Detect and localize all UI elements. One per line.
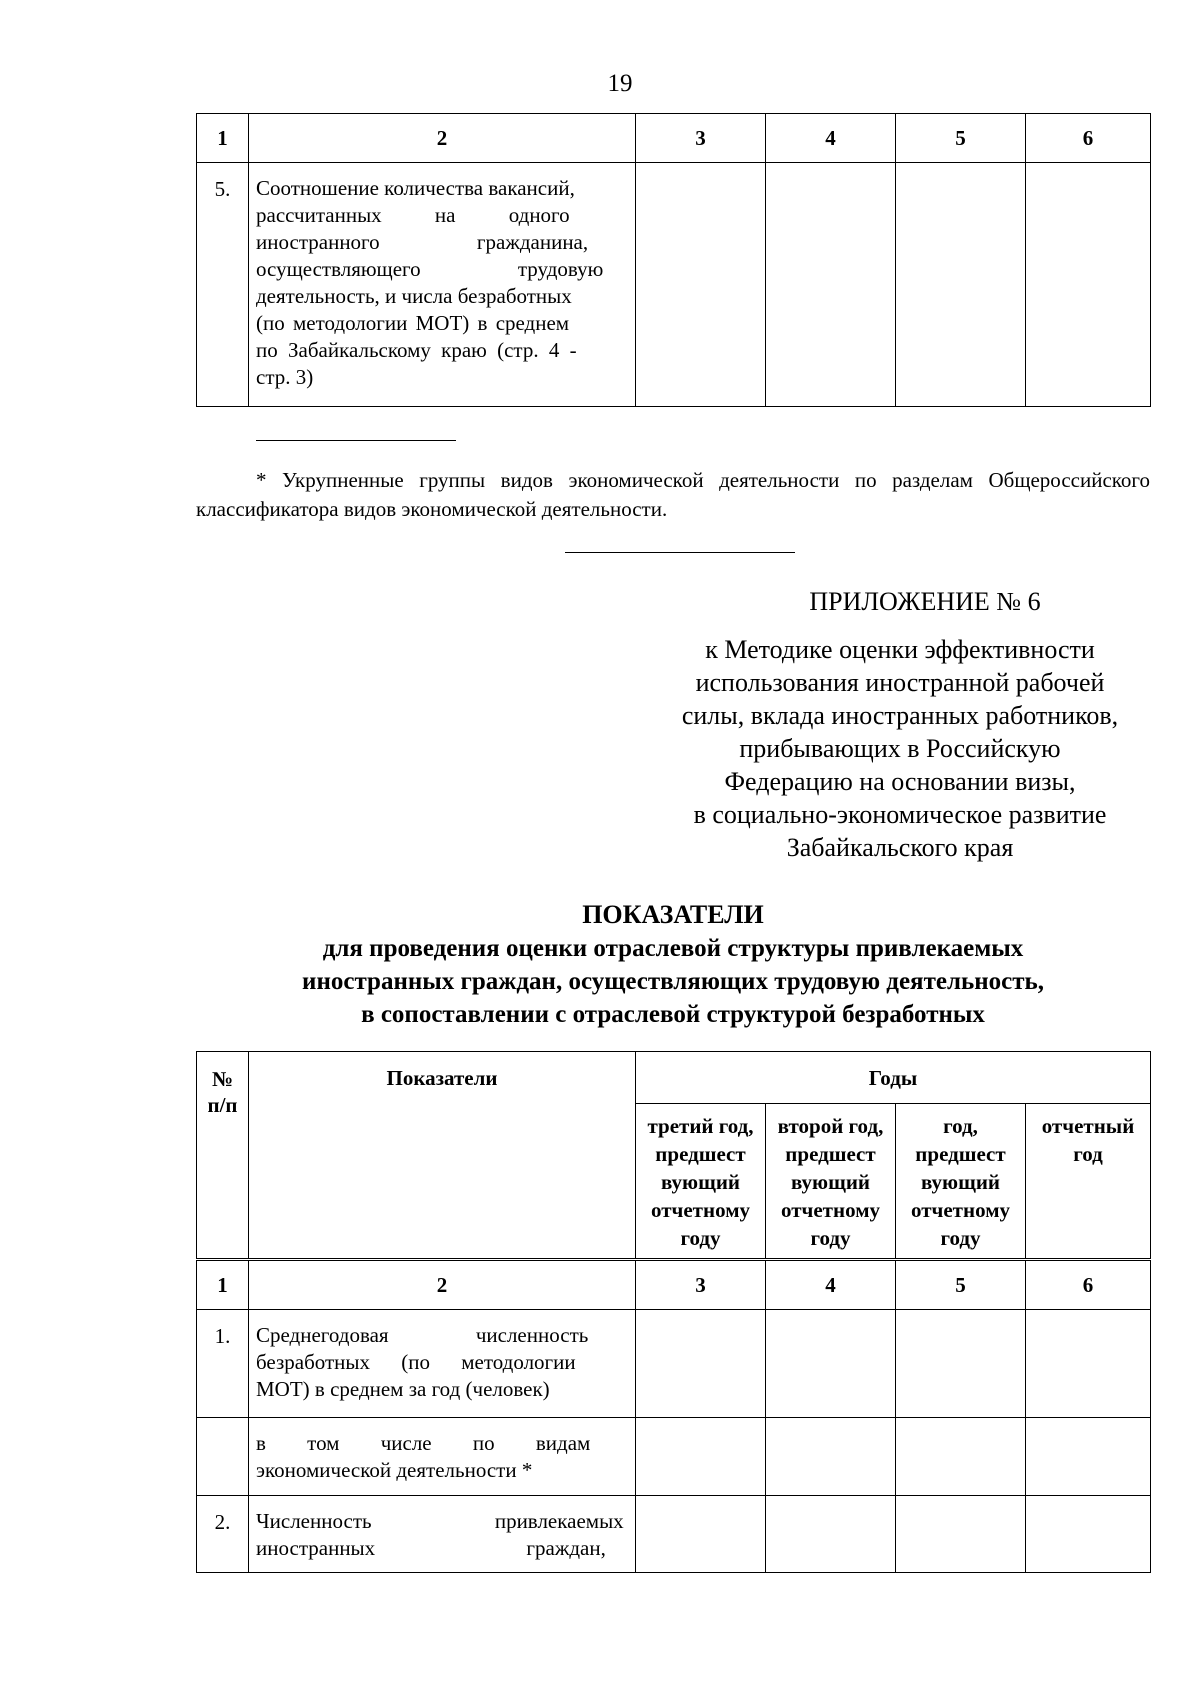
text-line: стр. 3)	[256, 365, 314, 389]
column-number-cell: 4	[766, 114, 896, 163]
text-line: по Забайкальскому краю (стр. 4 -	[256, 338, 577, 362]
value-cell	[896, 1310, 1026, 1418]
header-line: №	[211, 1067, 234, 1091]
subtitle-line: в социально-экономическое развитие	[693, 800, 1107, 829]
value-cell	[636, 163, 766, 407]
value-cell	[896, 163, 1026, 407]
column-number-cell: 5	[896, 1260, 1026, 1310]
value-cell	[1026, 1310, 1151, 1418]
text-line	[256, 256, 629, 283]
header-line: год,	[943, 1114, 978, 1138]
value-cell	[766, 1310, 896, 1418]
footnote-rule	[256, 440, 456, 441]
text-line	[256, 202, 629, 229]
header-line: отчетному	[780, 1198, 881, 1222]
value-cell	[766, 1418, 896, 1496]
page-number: 19	[607, 70, 633, 97]
value-cell	[896, 1496, 1026, 1573]
footnote: * Укрупненные группы видов экономической деятельности по разделам Общероссийского классификатора видов экономической деятельности.	[196, 468, 1150, 521]
row-number: 5.	[197, 163, 249, 407]
continuation-table	[196, 113, 1151, 407]
header-line: предшест	[655, 1142, 746, 1166]
subheading-line: для проведения оценки отраслевой структуры привлекаемых	[322, 935, 1024, 962]
value-cell	[636, 1418, 766, 1496]
header-line: предшест	[915, 1142, 1006, 1166]
header-line: третий год,	[647, 1114, 754, 1138]
indicator-text	[249, 1418, 636, 1496]
column-header-years: Годы	[636, 1052, 1151, 1104]
header-line: году	[680, 1226, 721, 1250]
subtitle-line: Федерацию на основании визы,	[724, 767, 1076, 796]
row-number	[197, 1418, 249, 1496]
column-header-number	[197, 1052, 249, 1260]
row-number: 2.	[197, 1496, 249, 1573]
column-number-cell: 6	[1026, 114, 1151, 163]
indicator-text	[249, 163, 636, 407]
appendix-subtitle	[640, 633, 1160, 864]
column-header-year	[636, 1104, 766, 1260]
header-line: вующий	[790, 1170, 871, 1194]
subtitle-line: силы, вклада иностранных работников,	[681, 701, 1119, 730]
column-header-year	[766, 1104, 896, 1260]
value-cell	[766, 1496, 896, 1573]
line-text: иностранного гражданина,	[256, 230, 589, 254]
column-number-cell: 3	[636, 114, 766, 163]
column-number-cell: 5	[896, 114, 1026, 163]
text-line: Соотношение количества вакансий,	[256, 176, 575, 200]
table-header-row	[197, 114, 1151, 163]
line-text: осуществляющего трудовую	[256, 257, 604, 281]
table-row	[197, 1496, 1151, 1573]
table-header-row	[197, 1260, 1151, 1310]
header-line: отчетному	[910, 1198, 1011, 1222]
value-cell	[1026, 1418, 1151, 1496]
document-heading: ПОКАЗАТЕЛИ	[582, 900, 764, 929]
text-line: деятельность, и числа безработных	[256, 284, 572, 308]
table-header-row	[197, 1052, 1151, 1104]
value-cell	[766, 163, 896, 407]
text-line: МОТ) в среднем за год (человек)	[256, 1377, 550, 1401]
column-number-cell: 1	[197, 1260, 249, 1310]
value-cell	[636, 1496, 766, 1573]
subheading-line: иностранных граждан, осуществляющих трудовую деятельность,	[302, 968, 1044, 995]
text-line: экономической деятельности *	[256, 1458, 533, 1482]
table-row	[197, 1310, 1151, 1418]
header-line: год	[1073, 1142, 1103, 1166]
column-number-cell: 3	[636, 1260, 766, 1310]
section-separator	[565, 552, 795, 553]
header-line: отчетному	[650, 1198, 751, 1222]
appendix-title: ПРИЛОЖЕНИЕ № 6	[809, 587, 1041, 616]
column-number-cell: 4	[766, 1260, 896, 1310]
column-number-cell: 6	[1026, 1260, 1151, 1310]
subtitle-line: использования иностранной рабочей	[695, 668, 1105, 697]
header-line: отчетный	[1041, 1114, 1135, 1138]
subheading-line: в сопоставлении с отраслевой структурой безработных	[361, 1001, 985, 1028]
indicators-table	[196, 1051, 1151, 1573]
row-number: 1.	[197, 1310, 249, 1418]
indicator-text	[249, 1496, 636, 1573]
text-line: (по методологии МОТ) в среднем	[256, 311, 570, 335]
text-line: Численность привлекаемых	[256, 1509, 624, 1533]
column-number-cell: 1	[197, 114, 249, 163]
table-row	[197, 163, 1151, 407]
value-cell	[1026, 163, 1151, 407]
subtitle-line: прибывающих в Российскую	[739, 734, 1061, 763]
column-header-year	[896, 1104, 1026, 1260]
text-line	[256, 229, 629, 256]
text-line: безработных (по методологии	[256, 1350, 576, 1374]
indicator-text	[249, 1310, 636, 1418]
column-number-cell: 2	[249, 1260, 636, 1310]
header-line: вующий	[920, 1170, 1001, 1194]
column-header-indicators: Показатели	[249, 1052, 636, 1260]
header-line: второй год,	[777, 1114, 884, 1138]
value-cell	[896, 1418, 1026, 1496]
header-line: п/п	[207, 1093, 238, 1117]
header-line: году	[810, 1226, 851, 1250]
header-line: вующий	[660, 1170, 741, 1194]
value-cell	[1026, 1496, 1151, 1573]
line-text: рассчитанных на одного	[256, 203, 570, 227]
header-line: предшест	[785, 1142, 876, 1166]
value-cell	[636, 1310, 766, 1418]
column-number-cell: 2	[249, 114, 636, 163]
header-line: году	[940, 1226, 981, 1250]
subtitle-line: к Методике оценки эффективности	[705, 635, 1095, 664]
text-line: в том числе по видам	[256, 1431, 591, 1455]
subtitle-line: Забайкальского края	[786, 833, 1014, 862]
column-header-year	[1026, 1104, 1151, 1260]
table-row	[197, 1418, 1151, 1496]
text-line: иностранных граждан,	[256, 1536, 606, 1560]
text-line: Среднегодовая численность	[256, 1323, 589, 1347]
document-subheading	[196, 932, 1150, 1031]
